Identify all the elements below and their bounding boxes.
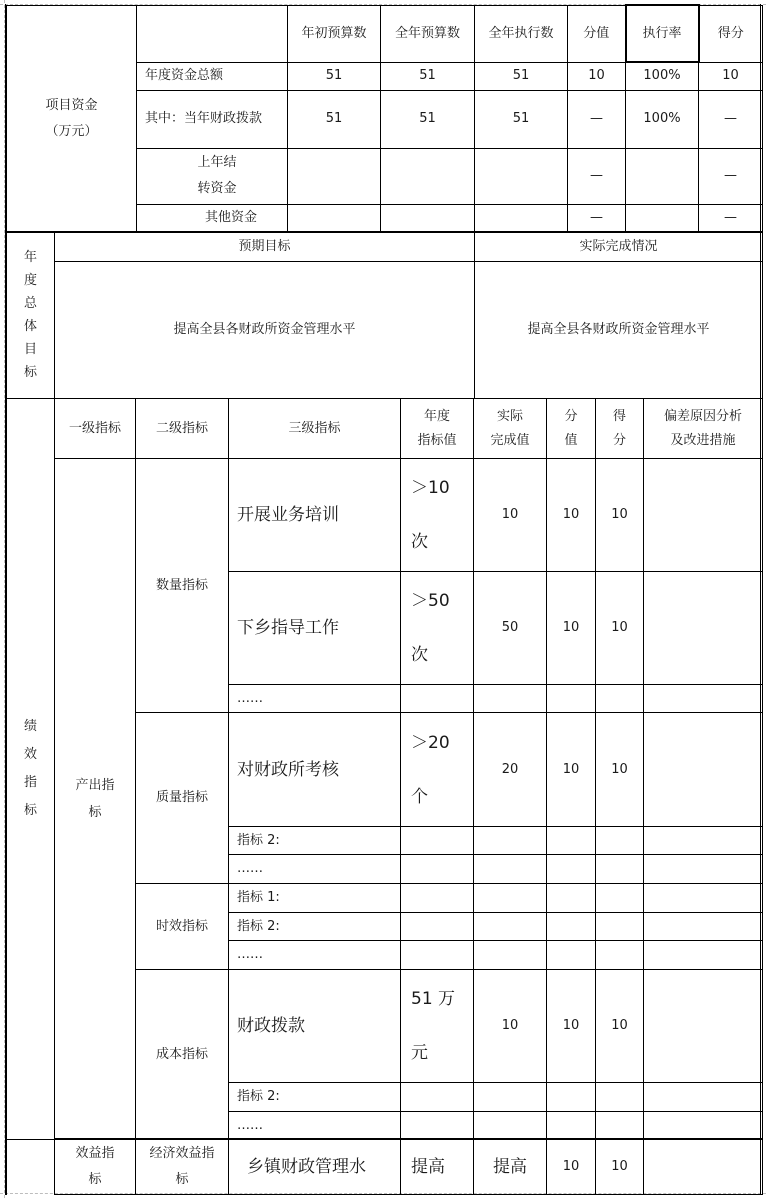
- header-initial-budget: 年初预算数: [288, 5, 381, 62]
- header-score-weight: 分值: [568, 5, 626, 62]
- group-timeliness: 时效指标: [136, 884, 229, 970]
- q2-analysis: [644, 572, 763, 685]
- t2-name: 指标 2:: [229, 913, 401, 941]
- expected-goal-header: 预期目标: [55, 232, 475, 262]
- c3-name: ……: [229, 1112, 401, 1140]
- row-carryover-weight: —: [568, 148, 626, 204]
- row-carryover-execution: [475, 148, 568, 204]
- t1-analysis: [644, 884, 763, 913]
- t3-name: ……: [229, 941, 401, 970]
- row-total-weight: 10: [568, 62, 626, 90]
- header-annual-execution: 全年执行数: [475, 5, 568, 62]
- t2-analysis: [644, 913, 763, 941]
- row-total-initial: 51: [288, 62, 381, 90]
- row-fiscal-weight: —: [568, 90, 626, 148]
- e1-name: 乡镇财政管理水: [229, 1139, 401, 1195]
- e1-target: 提高: [401, 1139, 474, 1195]
- e1-actual: 提高: [474, 1139, 547, 1195]
- row-carryover-rate: [626, 148, 699, 204]
- indicators-section-label: 绩 效 指 标: [7, 399, 55, 1140]
- header-level2: 二级指标: [136, 399, 229, 459]
- indicators-section-continuation: [7, 1139, 55, 1195]
- t3-score: [596, 941, 644, 970]
- q2-weight: 10: [547, 572, 596, 685]
- row-carryover-score: —: [699, 148, 763, 204]
- t3-actual: [474, 941, 547, 970]
- ql2-name: 指标 2:: [229, 827, 401, 855]
- row-fiscal-score: —: [699, 90, 763, 148]
- header-score: 得 分: [596, 399, 644, 459]
- ql3-name: ……: [229, 855, 401, 884]
- row-fiscal-initial: 51: [288, 90, 381, 148]
- c3-target: [401, 1112, 474, 1140]
- c3-weight: [547, 1112, 596, 1140]
- row-other-label: 其他资金: [137, 204, 288, 232]
- e1-analysis: [644, 1139, 763, 1195]
- budget-section-label: 项目资金 （万元）: [7, 5, 137, 232]
- row-fiscal-execution: 51: [475, 90, 568, 148]
- t3-weight: [547, 941, 596, 970]
- t2-target: [401, 913, 474, 941]
- t1-actual: [474, 884, 547, 913]
- q1-weight: 10: [547, 459, 596, 572]
- q2-actual: 50: [474, 572, 547, 685]
- row-other-annual: [381, 204, 475, 232]
- ql3-actual: [474, 855, 547, 884]
- header-weight: 分 值: [547, 399, 596, 459]
- c1-analysis: [644, 970, 763, 1083]
- row-fiscal-annual: 51: [381, 90, 475, 148]
- c3-score: [596, 1112, 644, 1140]
- ql2-target: [401, 827, 474, 855]
- e1-score: 10: [596, 1139, 644, 1195]
- t3-analysis: [644, 941, 763, 970]
- row-other-execution: [475, 204, 568, 232]
- t3-target: [401, 941, 474, 970]
- c2-actual: [474, 1083, 547, 1112]
- group-economic: 经济效益指标: [136, 1139, 229, 1195]
- q1-actual: 10: [474, 459, 547, 572]
- c1-name: 财政拨款: [229, 970, 401, 1083]
- c1-weight: 10: [547, 970, 596, 1083]
- row-other-rate: [626, 204, 699, 232]
- e1-weight: 10: [547, 1139, 596, 1195]
- c2-name: 指标 2:: [229, 1083, 401, 1112]
- ql2-analysis: [644, 827, 763, 855]
- budget-table: [5, 4, 761, 233]
- row-carryover-annual: [381, 148, 475, 204]
- expected-goal-text: 提高全县各财政所资金管理水平: [55, 262, 475, 399]
- ql3-analysis: [644, 855, 763, 884]
- actual-completion-text: 提高全县各财政所资金管理水平: [475, 262, 763, 399]
- c1-target: 51 万 元: [401, 970, 474, 1083]
- ql1-weight: 10: [547, 713, 596, 827]
- row-carryover-label: 上年结转资金: [137, 148, 288, 204]
- level1-benefit: 效益指标: [55, 1139, 136, 1195]
- q2-target: ＞50 次: [401, 572, 474, 685]
- q1-target: ＞10 次: [401, 459, 474, 572]
- row-total-execution: 51: [475, 62, 568, 90]
- q1-name: 开展业务培训: [229, 459, 401, 572]
- row-other-score: —: [699, 204, 763, 232]
- c1-actual: 10: [474, 970, 547, 1083]
- header-target: 年度 指标值: [401, 399, 474, 459]
- goals-table: [5, 231, 761, 399]
- header-analysis: 偏差原因分析 及改进措施: [644, 399, 763, 459]
- row-other-initial: [288, 204, 381, 232]
- group-quantity: 数量指标: [136, 459, 229, 713]
- budget-header-blank: [137, 5, 288, 62]
- level1-output: 产出指标: [55, 459, 136, 1140]
- row-total-rate: 100%: [626, 62, 699, 90]
- row-other-weight: —: [568, 204, 626, 232]
- t2-score: [596, 913, 644, 941]
- q3-actual: [474, 685, 547, 713]
- t1-target: [401, 884, 474, 913]
- header-actual: 实际 完成值: [474, 399, 547, 459]
- ql1-actual: 20: [474, 713, 547, 827]
- t1-score: [596, 884, 644, 913]
- indicators-table: [5, 398, 761, 1140]
- q3-analysis: [644, 685, 763, 713]
- c3-actual: [474, 1112, 547, 1140]
- t2-actual: [474, 913, 547, 941]
- actual-completion-header: 实际完成情况: [475, 232, 763, 262]
- ql2-weight: [547, 827, 596, 855]
- benefit-table: [5, 1138, 761, 1195]
- q3-weight: [547, 685, 596, 713]
- header-level3: 三级指标: [229, 399, 401, 459]
- c2-score: [596, 1083, 644, 1112]
- ql3-score: [596, 855, 644, 884]
- q3-target: [401, 685, 474, 713]
- row-carryover-initial: [288, 148, 381, 204]
- q3-score: [596, 685, 644, 713]
- goals-section-label: 年 度 总 体 目 标: [7, 232, 55, 399]
- header-score: 得分: [699, 5, 763, 62]
- t2-weight: [547, 913, 596, 941]
- c2-analysis: [644, 1083, 763, 1112]
- row-total-score: 10: [699, 62, 763, 90]
- ql3-target: [401, 855, 474, 884]
- ql3-weight: [547, 855, 596, 884]
- header-execution-rate: 执行率: [626, 5, 699, 62]
- q1-score: 10: [596, 459, 644, 572]
- ql1-target: ＞20 个: [401, 713, 474, 827]
- group-quality: 质量指标: [136, 713, 229, 884]
- c2-target: [401, 1083, 474, 1112]
- t1-name: 指标 1:: [229, 884, 401, 913]
- c1-score: 10: [596, 970, 644, 1083]
- row-fiscal-label: 其中：当年财政拨款: [137, 90, 288, 148]
- c2-weight: [547, 1083, 596, 1112]
- q1-analysis: [644, 459, 763, 572]
- q3-name: ……: [229, 685, 401, 713]
- ql1-analysis: [644, 713, 763, 827]
- q2-name: 下乡指导工作: [229, 572, 401, 685]
- row-total-label: 年度资金总额: [137, 62, 288, 90]
- q2-score: 10: [596, 572, 644, 685]
- header-annual-budget: 全年预算数: [381, 5, 475, 62]
- row-fiscal-rate: 100%: [626, 90, 699, 148]
- ql1-score: 10: [596, 713, 644, 827]
- header-level1: 一级指标: [55, 399, 136, 459]
- c3-analysis: [644, 1112, 763, 1140]
- ql1-name: 对财政所考核: [229, 713, 401, 827]
- ql2-score: [596, 827, 644, 855]
- group-cost: 成本指标: [136, 970, 229, 1140]
- ql2-actual: [474, 827, 547, 855]
- row-total-annual: 51: [381, 62, 475, 90]
- t1-weight: [547, 884, 596, 913]
